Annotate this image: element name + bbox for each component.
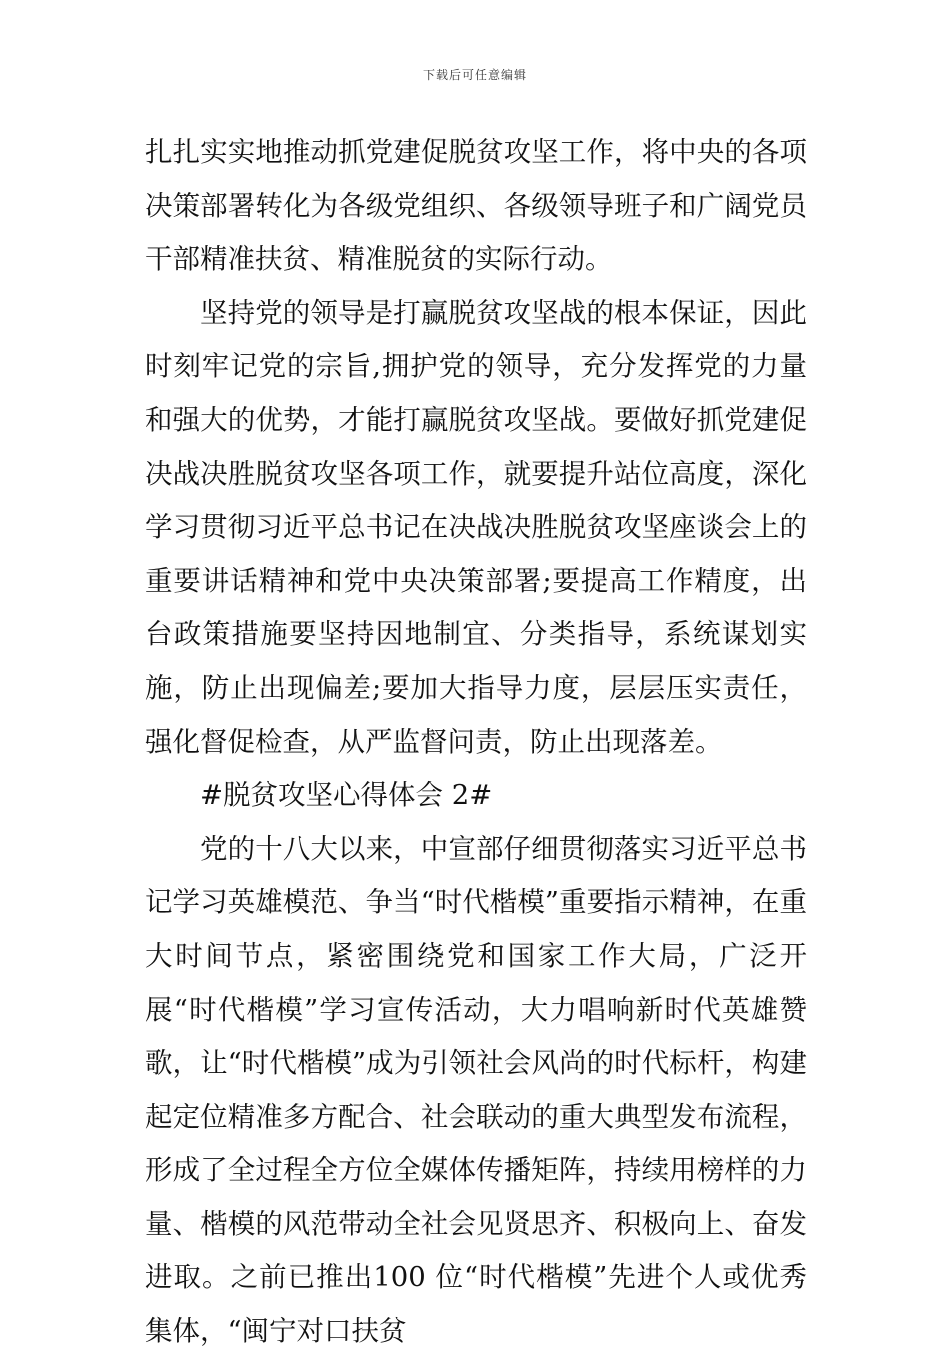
section-heading: #脱贫攻坚心得体会 2# bbox=[200, 779, 493, 812]
paragraph: 党的十八大以来，中宣部仔细贯彻落实习近平总书记学习英雄模范、争当“时代楷模”重要指示精神，在重大时间节点，紧密围绕党和国家工作大局，广泛开展“时代楷模”学习宣传活动，大力唱响新时代英雄赞歌，让“时代楷模”成为引领社会风尚的时代标杆，构建起定位精准多方配合、社会联动的重大典型发布流程，形成了全过程全方位全媒体传播矩阵，持续用榜样的力量、楷模的风范带动全社会见贤思齐、积极向上、奋发进取。之前已推出100 位“时代楷模”先进个人或优秀集体，“闽宁对口扶贫 bbox=[145, 832, 807, 1348]
document-body bbox=[145, 126, 807, 1359]
page-header: 下载后可任意编辑 bbox=[422, 68, 527, 82]
paragraph: 扎扎实实地推动抓党建促脱贫攻坚工作，将中央的各项决策部署转化为各级党组织、各级领导班子和广阔党员干部精准扶贫、精准脱贫的实际行动。 bbox=[145, 136, 807, 276]
paragraph: 坚持党的领导是打赢脱贫攻坚战的根本保证，因此时刻牢记党的宗旨,拥护党的领导，充分发挥党的力量和强大的优势，才能打赢脱贫攻坚战。要做好抓党建促决战决胜脱贫攻坚各项工作，就要提升站位高度，深化学习贯彻习近平总书记在决战决胜脱贫攻坚座谈会上的重要讲话精神和党中央决策部署;要提高工作精度，出台政策措施要坚持因地制宜、分类指导，系统谋划实施，防止出现偏差;要加大指导力度，层层压实责任，强化督促检查，从严监督问责，防止出现落差。 bbox=[145, 296, 807, 758]
